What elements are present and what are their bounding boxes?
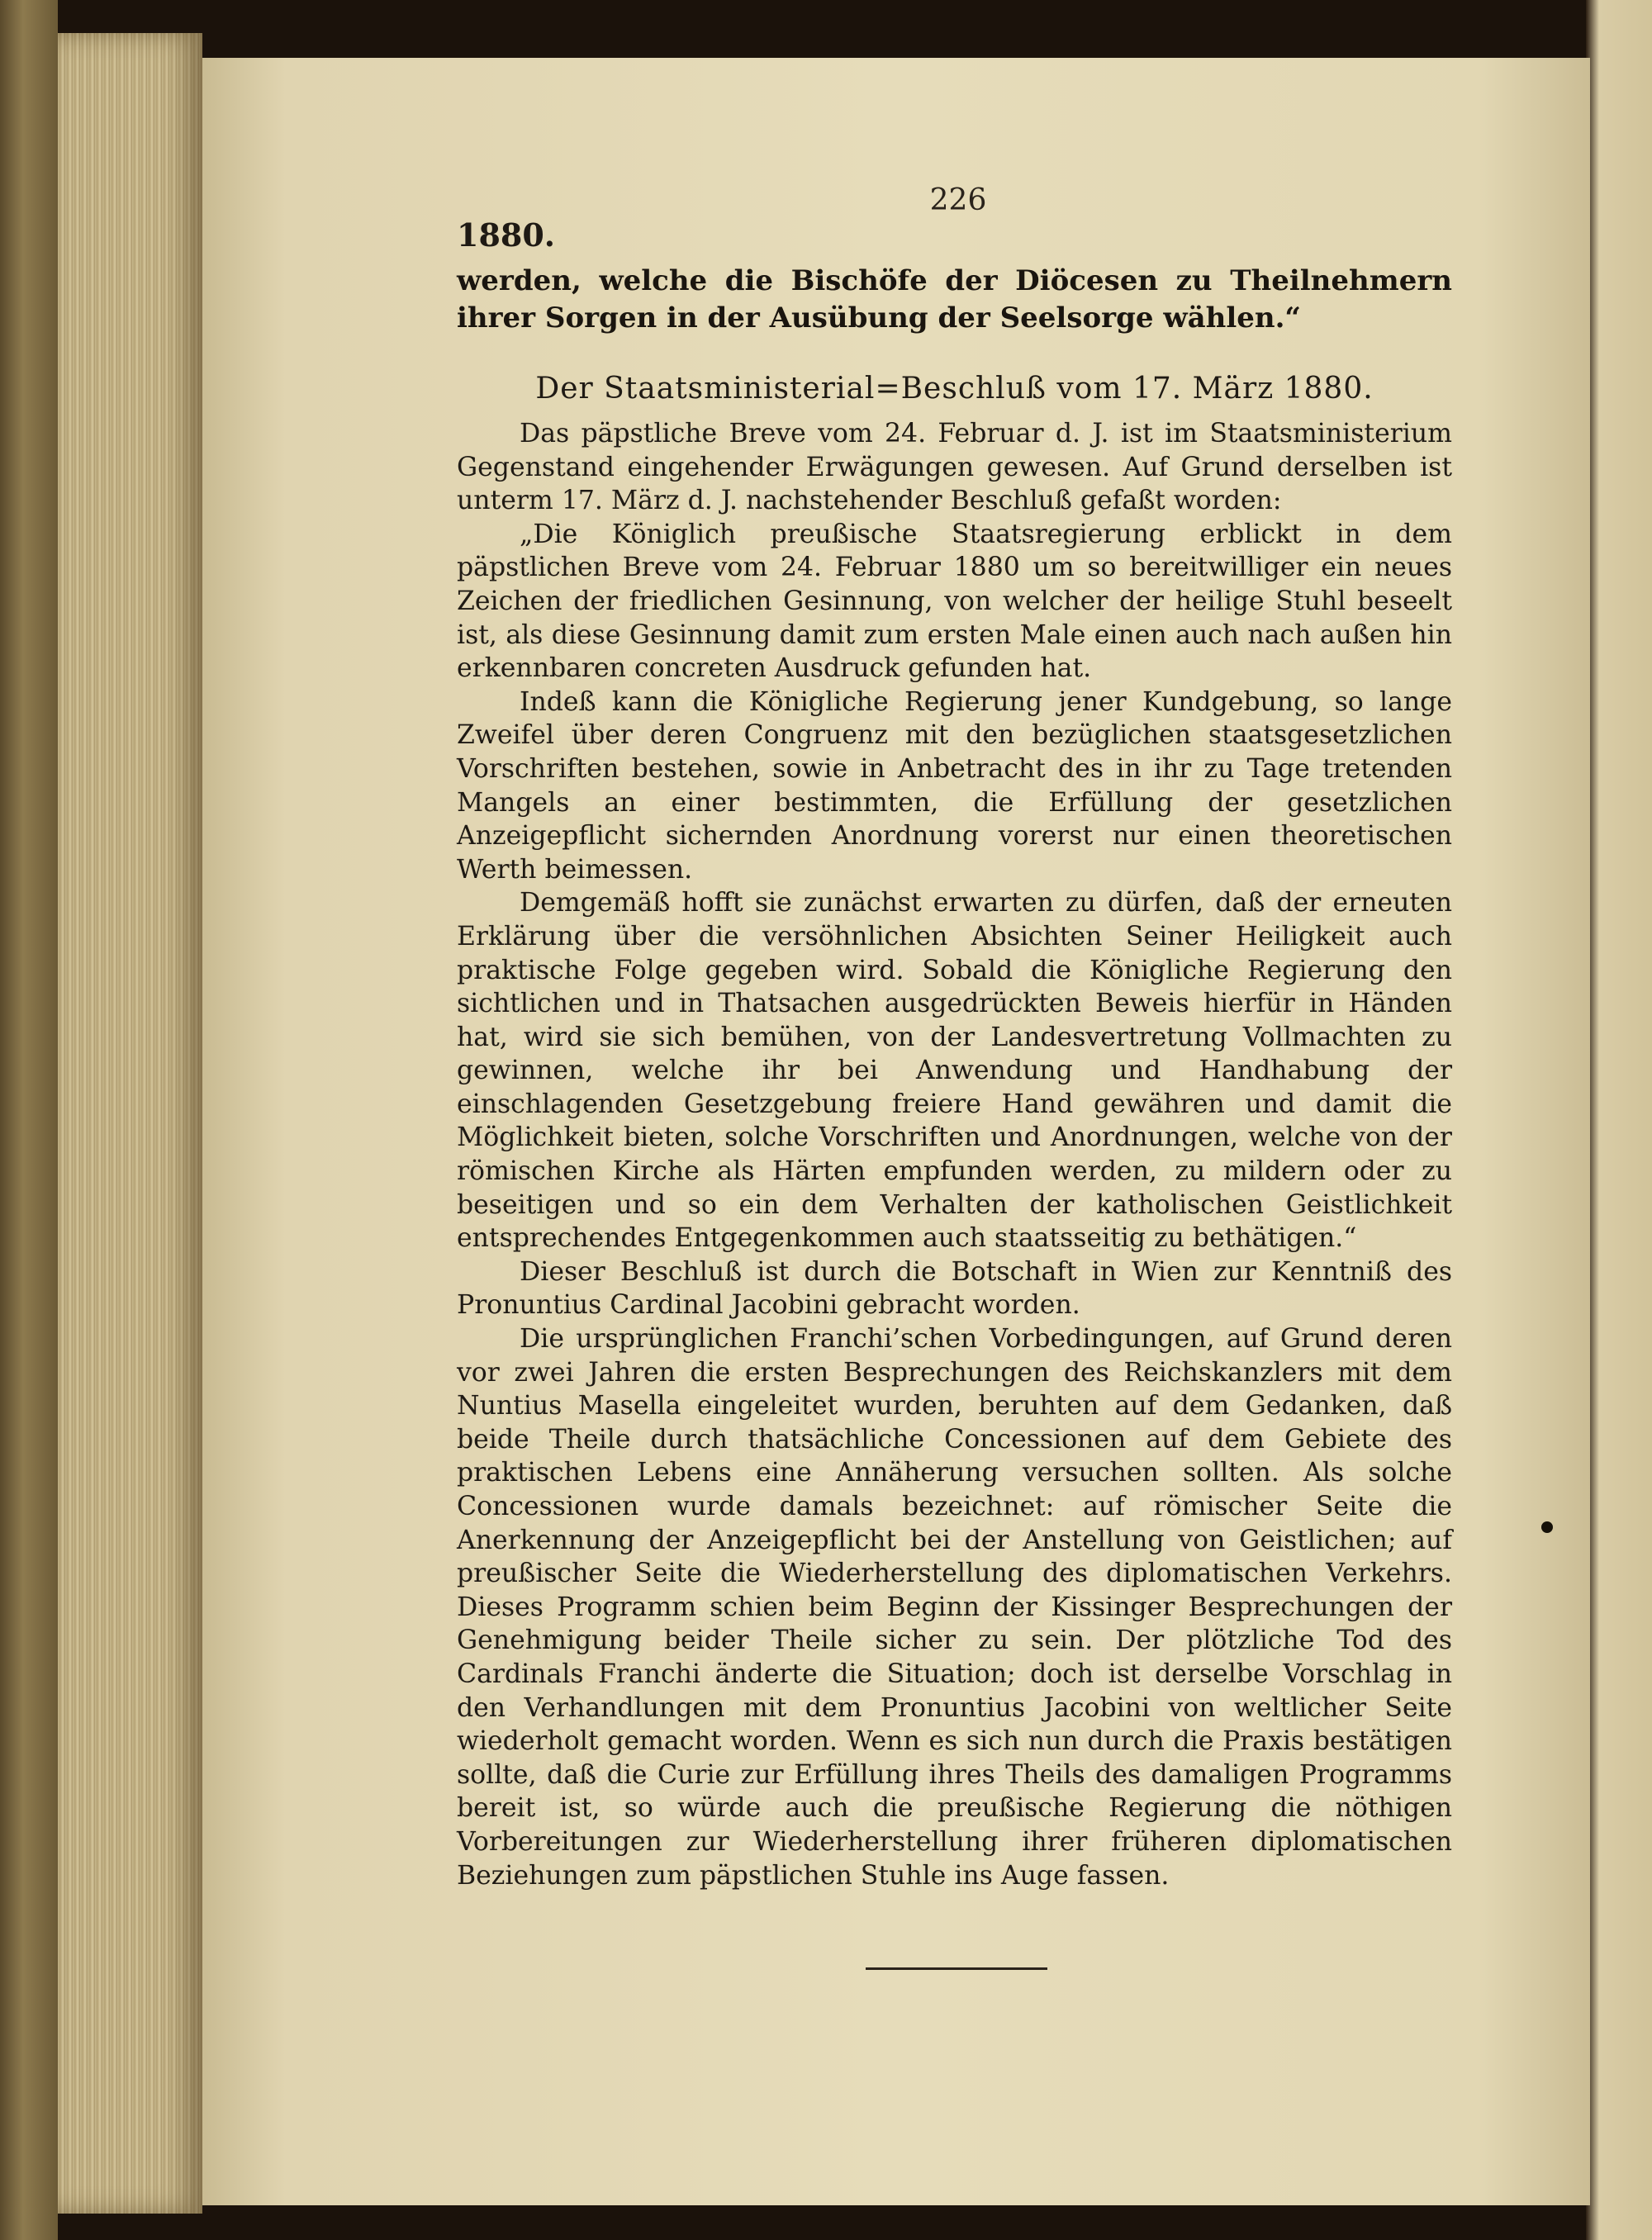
page-number: 226 bbox=[929, 183, 987, 217]
section-heading: Der Staatsministerial=Beschluß vom 17. März 1880. bbox=[535, 372, 1374, 406]
ink-spot bbox=[1541, 1521, 1553, 1533]
body-text bbox=[457, 417, 1452, 1892]
facing-page-edge bbox=[1586, 0, 1652, 2240]
paragraph: Das päpstliche Breve vom 24. Februar d. J. ist im Staatsministerium Gegenstand eingehender Erwägungen gewesen. Auf Grund derselben ist unterm 17. März d. J. nachstehender Beschluß gefaßt worden: bbox=[457, 419, 1452, 516]
paragraph: Indeß kann die Königliche Regierung jener Kundgebung, so lange Zweifel über deren Congruenz mit den bezüglichen staatsgesetzlichen Vorschriften bestehen, sowie in Anbetracht des in ihr zu Tage tretenden Mangels an einer bestimmten, die Erfüllung der gesetzlichen Anzeigepflicht sichernden Anordnung vorerst nur einen theoretischen Werth beimessen. bbox=[457, 686, 1452, 885]
paragraph: „Die Königlich preußische Staatsregierung erblickt in dem päpstlichen Breve vom 24. Februar 1880 um so bereitwilliger ein neues Zeichen der friedlichen Gesinnung, von welcher der heilige Stuhl beseelt ist, als diese Gesinnung damit zum ersten Male einen auch nach außen hin erkennbaren concreten Ausdruck gefunden hat. bbox=[457, 519, 1452, 684]
paragraph: Die ursprünglichen Franchi’schen Vorbedingungen, auf Grund deren vor zwei Jahren die ersten Besprechungen des Reichskanzlers mit dem Nuntius Masella eingeleitet wurden, beruhten auf dem Gedanken, daß beide Theile durch thatsächliche Concessionen auf dem Gebiete des praktischen Lebens eine Annäherung versuchen sollten. Als solche Concessionen wurde damals bezeichnet: auf römischer Seite die Anerkennung der Anzeigepflicht bei der Anstellung von Geistlichen; auf preußischer Seite die Wiederherstellung des diplomatischen Verkehrs. Dieses Programm schien beim Beginn der Kissinger Besprechungen der Genehmigung beider Theile sicher zu sein. Der plötzliche Tod des Cardinals Franchi änderte die Situation; doch ist derselbe Vorschlag in den Verhandlungen mit dem Pronuntius Jacobini von weltlicher Seite wiederholt gemacht worden. Wenn es sich nun durch die Praxis bestätigen sollte, daß die Curie zur Erfüllung ihres Theils des damaligen Programms bereit ist, so würde auch die preußische Regierung die nöthigen Vorbereitungen zur Wiederherstellung ihrer früheren diplomatischen Beziehungen zum päpstlichen Stuhle ins Auge fassen. bbox=[457, 1324, 1452, 1891]
section-end-rule bbox=[866, 1967, 1047, 1970]
book-cover-edge bbox=[0, 0, 58, 2240]
running-year: 1880. bbox=[457, 216, 555, 254]
paragraph: Demgemäß hofft sie zunächst erwarten zu dürfen, daß der erneuten Erklärung über die versöhnlichen Absichten Seiner Heiligkeit auch praktische Folge gegeben wird. Sobald die Königliche Regierung den sichtlichen und in Thatsachen ausgedrückten Beweis hierfür in Händen hat, wird sie sich bemühen, von der Landesvertretung Vollmachten zu gewinnen, welche ihr bei Anwendung und Handhabung der einschlagenden Gesetzgebung freiere Hand gewähren und damit die Möglichkeit bieten, solche Vorschriften und Anordnungen, welche von der römischen Kirche als Härten empfunden werden, zu mildern oder zu beseitigen und so ein dem Verhalten der katholischen Geistlichkeit entsprechendes Entgegenkommen auch staatsseitig zu bethätigen.“ bbox=[457, 888, 1452, 1254]
quote-continuation: werden, welche die Bischöfe der Diöcesen zu Theilnehmern ihrer Sorgen in der Ausübung der Seelsorge wählen.“ bbox=[457, 264, 1452, 335]
page-block-edge bbox=[58, 33, 202, 2214]
paragraph: Dieser Beschluß ist durch die Botschaft in Wien zur Kenntniß des Pronuntius Cardinal Jacobini gebracht worden. bbox=[457, 1256, 1452, 1321]
